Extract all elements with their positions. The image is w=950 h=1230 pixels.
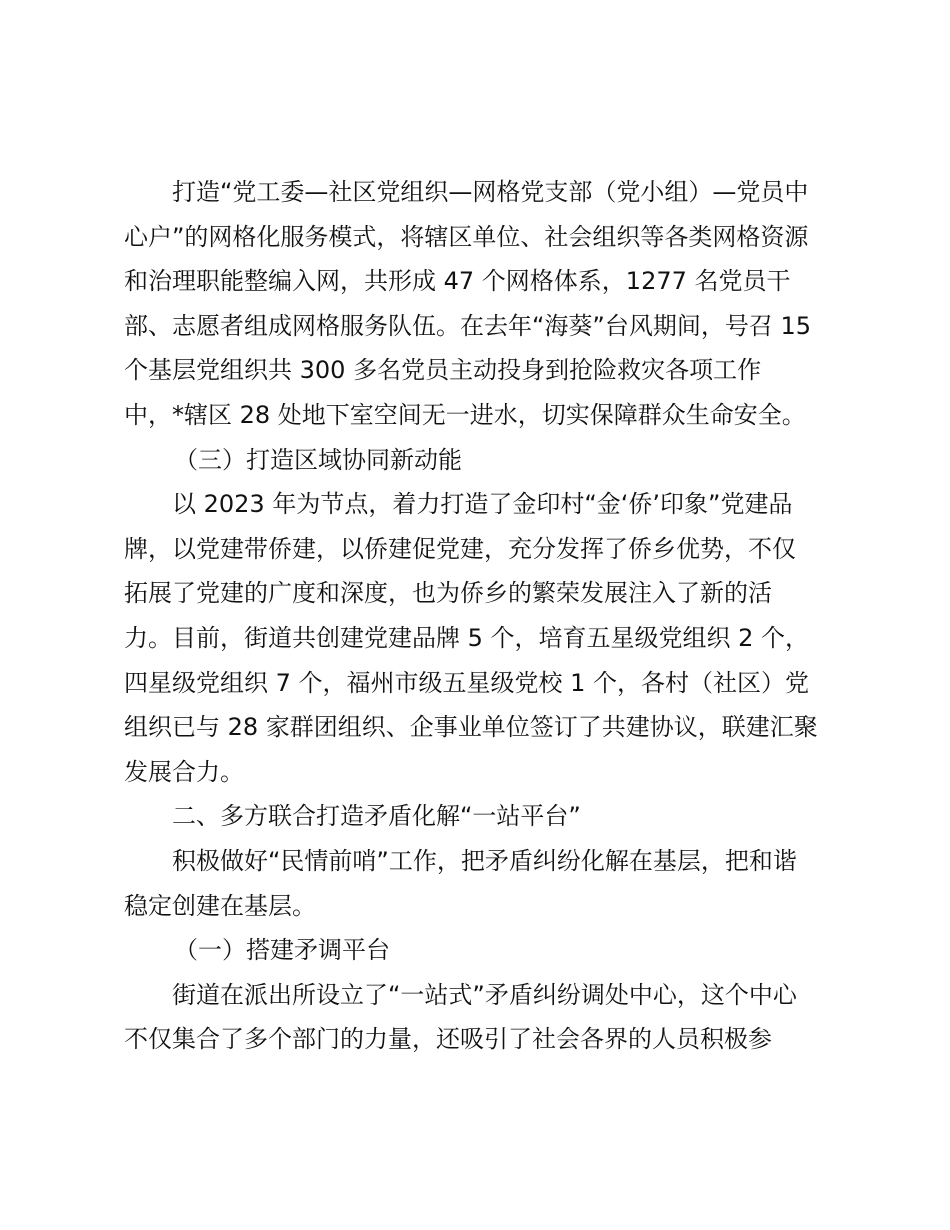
section-heading: （一）搭建矛调平台 (174, 936, 390, 965)
paragraph-line: 拓展了党建的广度和深度，也为侨乡的繁荣发展注入了新的活 (124, 579, 772, 608)
paragraph-line: 街道在派出所设立了“一站式”矛盾纠纷调处中心，这个中心 (172, 980, 797, 1009)
paragraph-line: 牌，以党建带侨建，以侨建促党建，充分发挥了侨乡优势，不仅 (124, 534, 796, 563)
document-body (124, 170, 836, 1062)
paragraph-line: 积极做好“民情前哨”工作，把矛盾纠纷化解在基层，把和谐 (172, 846, 797, 875)
paragraph-line: 稳定创建在基层。 (124, 891, 316, 920)
paragraph-line: 心户”的网格化服务模式，将辖区单位、社会组织等各类网格资源 (124, 222, 809, 251)
paragraph-line: 不仅集合了多个部门的力量，还吸引了社会各界的人员积极参 (124, 1025, 772, 1054)
paragraph-line: 四星级党组织 7 个，福州市级五星级党校 1 个，各村（社区）党 (124, 668, 810, 697)
paragraph-line: 和治理职能整编入网，共形成 47 个网格体系，1277 名党员干 (124, 267, 791, 296)
paragraph-line: 力。目前，街道共创建党建品牌 5 个，培育五星级党组织 2 个， (124, 623, 810, 652)
paragraph-line: 组织已与 28 家群团组织、企事业单位签订了共建协议，联建汇聚 (124, 713, 818, 742)
paragraph-line: 发展合力。 (124, 757, 244, 786)
section-heading: （三）打造区域协同新动能 (174, 445, 462, 474)
paragraph-line: 部、志愿者组成网格服务队伍。在去年“海葵”台风期间，号召 15 (124, 311, 812, 340)
paragraph-line: 打造“党工委—社区党组织—网格党支部（党小组）—党员中 (172, 178, 809, 206)
paragraph-line: 个基层党组织共 300 多名党员主动投身到抢险救灾各项工作 (124, 356, 762, 385)
paragraph-line: 中，*辖区 28 处地下室空间无一进水，切实保障群众生命安全。 (124, 400, 806, 429)
paragraph-line: 以 2023 年为节点，着力打造了金印村“金‘侨’印象”党建品 (172, 490, 793, 519)
section-heading: 二、多方联合打造矛盾化解“一站平台” (172, 802, 581, 831)
